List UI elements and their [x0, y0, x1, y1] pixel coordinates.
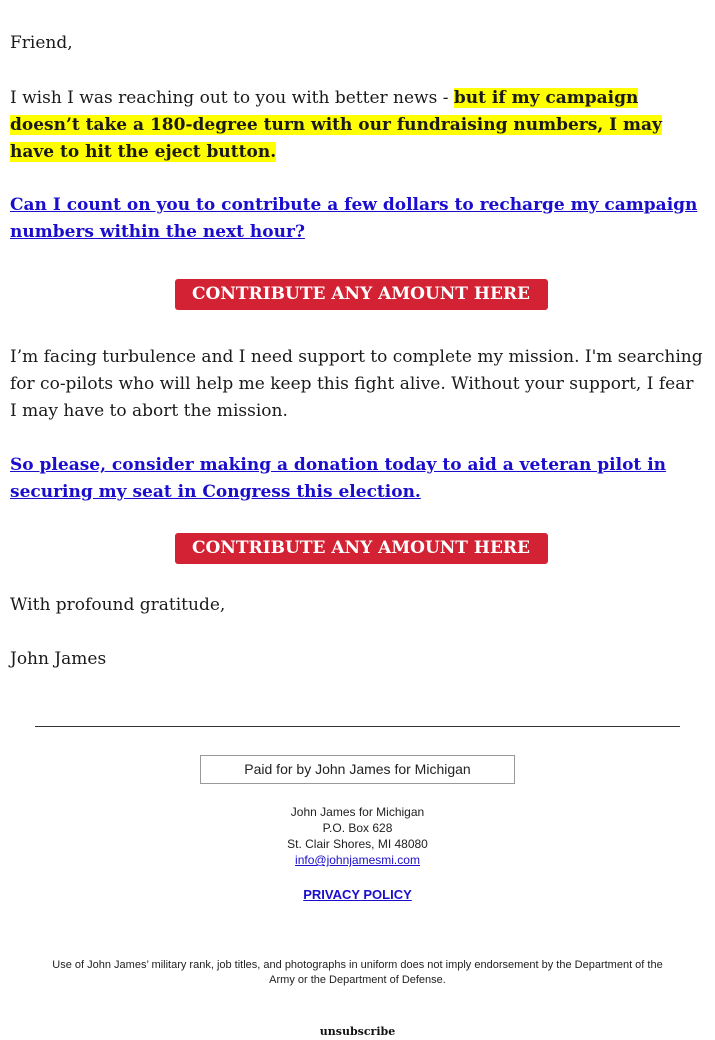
intro-paragraph [10, 85, 705, 166]
signature: John James [10, 649, 107, 669]
privacy-policy-link[interactable]: PRIVACY POLICY [303, 887, 412, 902]
intro-plain-text: I wish I was reaching out to you with better news - [10, 88, 454, 108]
contribute-button-2[interactable]: CONTRIBUTE ANY AMOUNT HERE [175, 533, 548, 564]
mailing-address [0, 804, 715, 868]
donation-text-link[interactable]: So please, consider making a donation today to aid a veteran pilot in securing my seat in Congress this election. [10, 455, 667, 502]
address-name: John James for Michigan [290, 805, 425, 819]
contribute-link-paragraph [10, 192, 700, 246]
privacy-row [0, 886, 715, 904]
address-po-box: P.O. Box 628 [322, 821, 393, 835]
footer-divider [35, 726, 680, 727]
button-row-1 [0, 279, 715, 310]
contact-email-link[interactable]: info@johnjamesmi.com [295, 853, 420, 867]
unsubscribe-row [0, 1022, 715, 1040]
mission-paragraph: I’m facing turbulence and I need support to complete my mission. I'm searching for co-pilots who will help me keep this fight alive. Without your support, I fear I may have to abort the mission. [10, 347, 703, 421]
disclaimer: Use of John James’ military rank, job titles, and photographs in uniform does not imply endorsement by the Department of the Army or the Department of Defense. [52, 959, 663, 986]
button-row-2 [0, 533, 715, 564]
donation-link-paragraph [10, 452, 700, 506]
contribute-button-1[interactable]: CONTRIBUTE ANY AMOUNT HERE [175, 279, 548, 310]
paid-for-row [0, 755, 715, 784]
paid-for-box: Paid for by John James for Michigan [200, 755, 515, 784]
closing-text: With profound gratitude, [10, 595, 226, 615]
greeting: Friend, [10, 33, 73, 53]
unsubscribe-link[interactable]: unsubscribe [319, 1025, 396, 1038]
address-city: St. Clair Shores, MI 48080 [287, 837, 428, 851]
intro-highlight-text: but if my campaign doesn’t take a 180-degree turn with our fundraising numbers, I may have to hit the eject button. [10, 88, 662, 162]
contribute-text-link[interactable]: Can I count on you to contribute a few dollars to recharge my campaign numbers within the next hour? [10, 195, 698, 242]
